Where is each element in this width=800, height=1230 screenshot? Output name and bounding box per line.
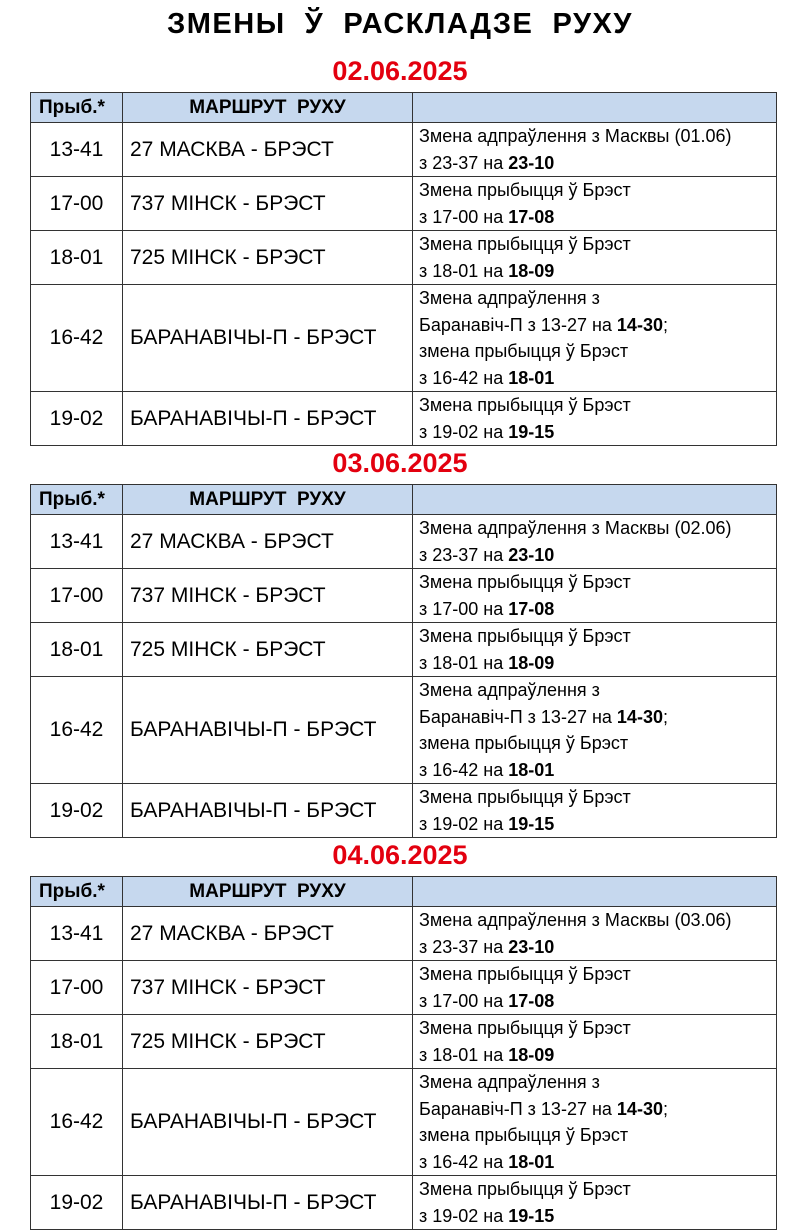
page-title: ЗМЕНЫ Ў РАСКЛАДЗЕ РУХУ: [167, 8, 633, 40]
header-route: МАРШРУТ РУХУ: [123, 93, 413, 123]
arrival-time: 18-01: [31, 623, 123, 677]
route-name: 725 МІНСК - БРЭСТ: [123, 231, 413, 285]
arrival-time: 13-41: [31, 515, 123, 569]
change-description: [413, 392, 777, 446]
change-line: з 19-02 на 19-15: [419, 1205, 555, 1226]
change-line: Баранавіч-П з 13-27 на 14-30;: [419, 314, 668, 335]
change-line: з 17-00 на 17-08: [419, 206, 555, 227]
new-time: 14-30: [616, 1098, 663, 1119]
route-name: 27 МАСКВА - БРЭСТ: [123, 907, 413, 961]
new-time: 23-10: [508, 152, 555, 173]
route-name: БАРАНАВІЧЫ-П - БРЭСТ: [123, 392, 413, 446]
table-row: [31, 123, 777, 177]
change-description: [413, 907, 777, 961]
table-row: [31, 515, 777, 569]
new-time: 19-15: [508, 421, 555, 442]
header-change: [413, 93, 777, 123]
schedule-table: [30, 484, 777, 838]
arrival-time: 16-42: [31, 677, 123, 784]
section-date: 03.06.2025: [332, 448, 468, 478]
new-time: 18-01: [508, 759, 555, 780]
change-description: [413, 784, 777, 838]
table-row: [31, 177, 777, 231]
change-line: з 23-37 на 23-10: [419, 544, 555, 565]
section-date: 04.06.2025: [332, 840, 468, 870]
table-row: [31, 961, 777, 1015]
new-time: 18-09: [508, 260, 555, 281]
route-name: БАРАНАВІЧЫ-П - БРЭСТ: [123, 1176, 413, 1230]
change-line: змена прыбыцця ў Брэст: [419, 733, 629, 753]
change-line: з 18-01 на 18-09: [419, 260, 555, 281]
change-line: з 17-00 на 17-08: [419, 598, 555, 619]
arrival-time: 18-01: [31, 1015, 123, 1069]
table-header-row: [31, 877, 777, 907]
change-line: Змена адпраўлення з Масквы (03.06): [419, 910, 732, 930]
new-time: 19-15: [508, 1205, 555, 1226]
route-name: 725 МІНСК - БРЭСТ: [123, 1015, 413, 1069]
change-line: Баранавіч-П з 13-27 на 14-30;: [419, 706, 668, 727]
change-description: [413, 623, 777, 677]
change-line: з 23-37 на 23-10: [419, 152, 555, 173]
change-line: Змена адпраўлення з: [419, 680, 600, 700]
arrival-time: 16-42: [31, 285, 123, 392]
change-line: змена прыбыцця ў Брэст: [419, 1125, 629, 1145]
change-line: з 16-42 на 18-01: [419, 1151, 555, 1172]
new-time: 17-08: [508, 990, 555, 1011]
change-line: Змена адпраўлення з Масквы (02.06): [419, 518, 732, 538]
arrival-time: 17-00: [31, 177, 123, 231]
header-route: МАРШРУТ РУХУ: [123, 485, 413, 515]
new-time: 14-30: [616, 706, 663, 727]
change-description: [413, 961, 777, 1015]
change-line: Змена прыбыцця ў Брэст: [419, 787, 631, 807]
table-row: [31, 285, 777, 392]
arrival-time: 19-02: [31, 392, 123, 446]
arrival-time: 13-41: [31, 123, 123, 177]
arrival-time: 19-02: [31, 784, 123, 838]
route-name: 737 МІНСК - БРЭСТ: [123, 177, 413, 231]
route-name: БАРАНАВІЧЫ-П - БРЭСТ: [123, 677, 413, 784]
change-line: з 19-02 на 19-15: [419, 421, 555, 442]
change-description: [413, 515, 777, 569]
table-header-row: [31, 93, 777, 123]
table-row: [31, 1015, 777, 1069]
change-line: з 18-01 на 18-09: [419, 652, 555, 673]
change-description: [413, 123, 777, 177]
change-line: з 18-01 на 18-09: [419, 1044, 555, 1065]
change-line: з 16-42 на 18-01: [419, 367, 555, 388]
change-line: Змена адпраўлення з: [419, 1072, 600, 1092]
route-name: 737 МІНСК - БРЭСТ: [123, 961, 413, 1015]
new-time: 18-01: [508, 1151, 555, 1172]
header-arrival: Прыб.*: [31, 93, 123, 123]
arrival-time: 17-00: [31, 961, 123, 1015]
route-name: 27 МАСКВА - БРЭСТ: [123, 123, 413, 177]
table-row: [31, 907, 777, 961]
table-row: [31, 392, 777, 446]
table-row: [31, 677, 777, 784]
header-change: [413, 877, 777, 907]
table-row: [31, 1176, 777, 1230]
arrival-time: 18-01: [31, 231, 123, 285]
schedule-table: [30, 92, 777, 446]
change-line: Змена прыбыцця ў Брэст: [419, 395, 631, 415]
table-row: [31, 231, 777, 285]
change-line: з 23-37 на 23-10: [419, 936, 555, 957]
change-line: Змена адпраўлення з Масквы (01.06): [419, 126, 732, 146]
new-time: 23-10: [508, 544, 555, 565]
table-header-row: [31, 485, 777, 515]
change-description: [413, 1015, 777, 1069]
change-line: Змена прыбыцця ў Брэст: [419, 1179, 631, 1199]
arrival-time: 19-02: [31, 1176, 123, 1230]
change-line: Змена прыбыцця ў Брэст: [419, 626, 631, 646]
header-arrival: Прыб.*: [31, 485, 123, 515]
table-row: [31, 569, 777, 623]
table-row: [31, 1069, 777, 1176]
change-description: [413, 285, 777, 392]
section-date: 02.06.2025: [332, 56, 468, 86]
new-time: 18-09: [508, 1044, 555, 1065]
change-line: Змена прыбыцця ў Брэст: [419, 964, 631, 984]
header-route: МАРШРУТ РУХУ: [123, 877, 413, 907]
route-name: 725 МІНСК - БРЭСТ: [123, 623, 413, 677]
change-line: Змена прыбыцця ў Брэст: [419, 1018, 631, 1038]
table-row: [31, 623, 777, 677]
new-time: 17-08: [508, 598, 555, 619]
change-line: Баранавіч-П з 13-27 на 14-30;: [419, 1098, 668, 1119]
route-name: 27 МАСКВА - БРЭСТ: [123, 515, 413, 569]
change-description: [413, 569, 777, 623]
change-line: Змена прыбыцця ў Брэст: [419, 234, 631, 254]
arrival-time: 13-41: [31, 907, 123, 961]
change-description: [413, 677, 777, 784]
change-line: з 16-42 на 18-01: [419, 759, 555, 780]
change-line: Змена прыбыцця ў Брэст: [419, 572, 631, 592]
change-line: з 19-02 на 19-15: [419, 813, 555, 834]
header-change: [413, 485, 777, 515]
new-time: 18-09: [508, 652, 555, 673]
table-row: [31, 784, 777, 838]
route-name: 737 МІНСК - БРЭСТ: [123, 569, 413, 623]
arrival-time: 17-00: [31, 569, 123, 623]
route-name: БАРАНАВІЧЫ-П - БРЭСТ: [123, 285, 413, 392]
change-line: з 17-00 на 17-08: [419, 990, 555, 1011]
new-time: 23-10: [508, 936, 555, 957]
change-line: Змена адпраўлення з: [419, 288, 600, 308]
change-description: [413, 1069, 777, 1176]
change-line: Змена прыбыцця ў Брэст: [419, 180, 631, 200]
schedule-table: [30, 876, 777, 1230]
new-time: 19-15: [508, 813, 555, 834]
route-name: БАРАНАВІЧЫ-П - БРЭСТ: [123, 784, 413, 838]
arrival-time: 16-42: [31, 1069, 123, 1176]
route-name: БАРАНАВІЧЫ-П - БРЭСТ: [123, 1069, 413, 1176]
change-description: [413, 177, 777, 231]
change-description: [413, 231, 777, 285]
new-time: 17-08: [508, 206, 555, 227]
new-time: 14-30: [616, 314, 663, 335]
change-description: [413, 1176, 777, 1230]
new-time: 18-01: [508, 367, 555, 388]
header-arrival: Прыб.*: [31, 877, 123, 907]
change-line: змена прыбыцця ў Брэст: [419, 341, 629, 361]
